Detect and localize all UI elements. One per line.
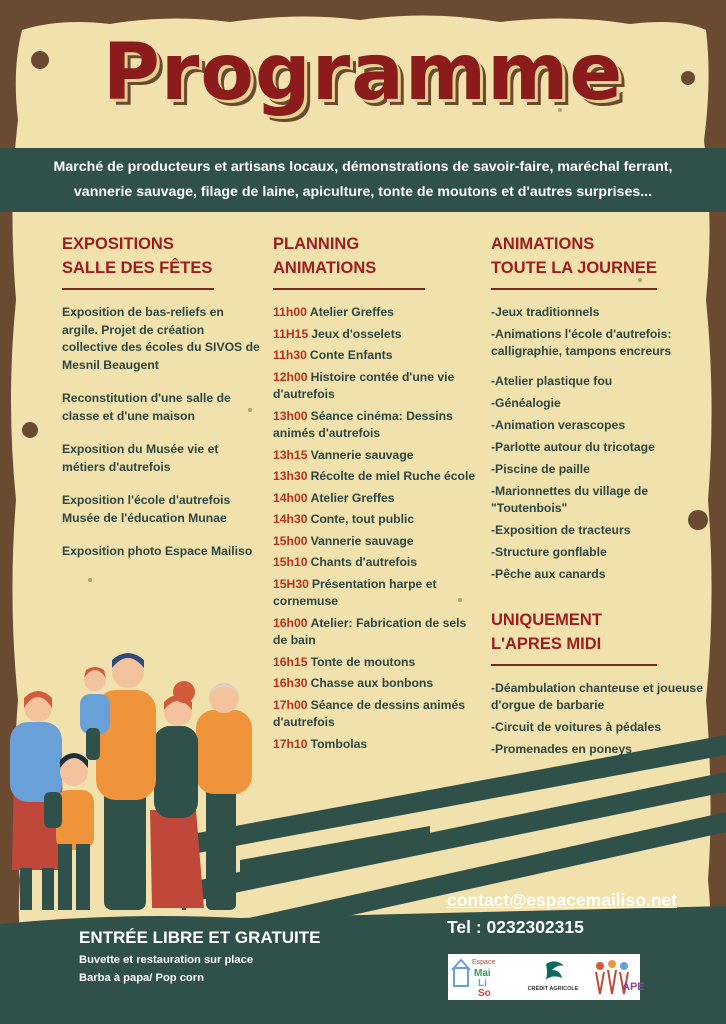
schedule-label: Atelier Greffes — [309, 305, 394, 319]
schedule-time: 13h00 — [273, 408, 308, 423]
animation-item: -Pêche aux canards — [491, 566, 606, 581]
mailiso-li-text: Li — [478, 978, 487, 989]
schedule-label: Vannerie sauvage — [310, 447, 414, 462]
ape-logo — [588, 954, 645, 1000]
schedule-row — [273, 408, 483, 443]
schedule-label: Conte Enfants — [309, 348, 393, 362]
schedule-label: Séance de dessins animés d'autrefois — [273, 697, 466, 729]
schedule-label: Jeux d'osselets — [311, 326, 402, 341]
schedule-row — [273, 533, 483, 551]
schedule-row — [273, 576, 483, 611]
schedule-row — [273, 468, 483, 486]
schedule-label: Chasse aux bonbons — [310, 676, 434, 690]
schedule-label: Atelier: Fabrication de sels de bain — [273, 615, 467, 647]
partner-logos — [448, 954, 645, 1000]
schedule-time: 15h00 — [273, 533, 308, 548]
animation-item: -Atelier plastique fou — [491, 374, 613, 388]
schedule-label: Atelier Greffes — [310, 490, 395, 505]
animation-item: -Exposition de tracteurs — [491, 522, 631, 537]
father-figure — [96, 653, 156, 910]
heading-divider — [491, 664, 657, 666]
schedule-row — [273, 369, 483, 404]
animation-item: -Jeux traditionnels — [491, 305, 600, 319]
exposition-item: Reconstitution d'une salle de classe et d'une maison — [62, 391, 231, 423]
afternoon-heading-line2: L'APRES MIDI — [491, 635, 602, 653]
schedule-time: 11H15 — [273, 326, 309, 341]
planning-heading — [273, 232, 483, 280]
schedule-time: 13h15 — [273, 447, 308, 462]
phone-number: Tel : 0232302315 — [447, 917, 584, 937]
mailiso-espace-text: Espace — [472, 959, 496, 966]
schedule-row — [273, 697, 483, 732]
schedule-row — [273, 304, 483, 322]
schedule-row — [273, 447, 483, 465]
intro-banner — [0, 148, 726, 212]
page-title: Programme — [102, 28, 624, 118]
afternoon-heading — [491, 608, 706, 656]
schedule-time: 13h30 — [273, 469, 308, 483]
schedule-row — [273, 511, 483, 529]
afternoon-item: -Déambulation chanteuse et joueuse d'orgue de barbarie — [491, 681, 703, 712]
heading-divider — [62, 288, 214, 290]
schedule-label: Séance cinéma: Dessins animés d'autrefois — [273, 408, 453, 440]
planning-heading-line2: ANIMATIONS — [273, 259, 377, 277]
schedule-time: 17h10 — [273, 736, 308, 751]
family-illustration — [0, 640, 270, 920]
planning-column — [273, 232, 483, 757]
heading-divider — [491, 288, 657, 290]
grandmother-figure — [150, 681, 204, 908]
schedule-label: Présentation harpe et cornemuse — [273, 576, 437, 608]
buvette-label: Buvette et restauration sur place — [79, 954, 254, 966]
expositions-heading-line2: SALLE DES FÊTES — [62, 259, 213, 277]
schedule-time: 11h30 — [273, 348, 307, 362]
animations-heading-line2: TOUTE LA JOURNEE — [491, 259, 657, 277]
schedule-label: Conte, tout public — [310, 512, 415, 526]
exposition-item: Exposition du Musée vie et métiers d'autrefois — [62, 442, 219, 474]
schedule-time: 15h10 — [273, 555, 308, 569]
afternoon-heading-line1: UNIQUEMENT — [491, 611, 602, 629]
espace-mailiso-logo — [448, 954, 512, 1000]
schedule-time: 12h00 — [273, 369, 308, 384]
schedule-time: 17h00 — [273, 697, 308, 712]
intro-text: Marché de producteurs et artisans locaux, démonstrations de savoir-faire, maréchal ferrant, vannerie sauvage, filage de laine, apiculture, tonte de moutons et d'autres surprises... — [53, 159, 673, 200]
schedule-row — [273, 347, 483, 365]
credit-agricole-text: CRÉDIT AGRICOLE — [527, 986, 579, 992]
animations-heading-line1: ANIMATIONS — [491, 235, 595, 253]
schedule-row — [273, 615, 483, 650]
schedule-time: 16h30 — [273, 676, 308, 690]
schedule-label: Chants d'autrefois — [310, 555, 418, 569]
schedule-time: 14h30 — [273, 512, 308, 526]
animations-column — [491, 232, 706, 763]
expositions-heading-line1: EXPOSITIONS — [62, 235, 174, 253]
mailiso-mai-text: Mai — [474, 968, 491, 979]
animation-item: -Piscine de paille — [491, 462, 590, 476]
planning-heading-line1: PLANNING — [273, 235, 360, 253]
mailiso-so-text: So — [478, 988, 491, 999]
expositions-heading — [62, 232, 262, 280]
expositions-column — [62, 232, 262, 577]
animation-item: -Parlotte autour du tricotage — [491, 440, 655, 454]
schedule-row — [273, 554, 483, 572]
exposition-item: Exposition l'école d'autrefois Musée de l'éducation Munae — [62, 493, 231, 525]
schedule-time: 15H30 — [273, 576, 309, 591]
contact-email-link[interactable]: contact@espacemailiso.net — [447, 890, 678, 910]
schedule-row — [273, 326, 483, 344]
schedule-row — [273, 736, 483, 754]
schedule-row — [273, 490, 483, 508]
schedule-label: Récolte de miel Ruche école — [310, 469, 476, 483]
ape-text: APE — [622, 981, 645, 993]
credit-agricole-logo — [518, 954, 588, 1000]
schedule-time: 16h15 — [273, 654, 308, 669]
schedule-label: Tonte de moutons — [310, 654, 416, 669]
afternoon-item: -Circuit de voitures à pédales — [491, 719, 662, 734]
schedule-label: Vannerie sauvage — [310, 533, 414, 548]
animation-item: -Généalogie — [491, 396, 561, 410]
schedule-time: 14h00 — [273, 490, 308, 505]
animation-item: -Marionnettes du village de "Toutenbois" — [491, 484, 649, 515]
barba-label: Barba à papa/ Pop corn — [79, 972, 204, 984]
afternoon-item: -Promenades en poneys — [491, 741, 632, 756]
animations-heading — [491, 232, 706, 280]
animation-item: -Structure gonflable — [491, 544, 607, 559]
schedule-time: 11h00 — [273, 305, 307, 319]
schedule-label: Tombolas — [310, 736, 368, 751]
heading-divider — [273, 288, 425, 290]
exposition-item: Exposition de bas-reliefs en argile. Projet de création collective des écoles du SIVOS de Mesnil Beaugent — [62, 305, 260, 372]
schedule-label: Histoire contée d'une vie d'autrefois — [273, 369, 455, 401]
schedule-time: 16h00 — [273, 615, 308, 630]
animation-item: -Animation verascopes — [491, 418, 626, 432]
schedule-row — [273, 654, 483, 672]
exposition-item: Exposition photo Espace Mailiso — [62, 544, 253, 558]
animation-item: -Animations l'école d'autrefois: calligraphie, tampons encreurs — [491, 327, 672, 358]
free-entry-label: ENTRÉE LIBRE ET GRATUITE — [79, 928, 321, 947]
schedule-row — [273, 675, 483, 693]
